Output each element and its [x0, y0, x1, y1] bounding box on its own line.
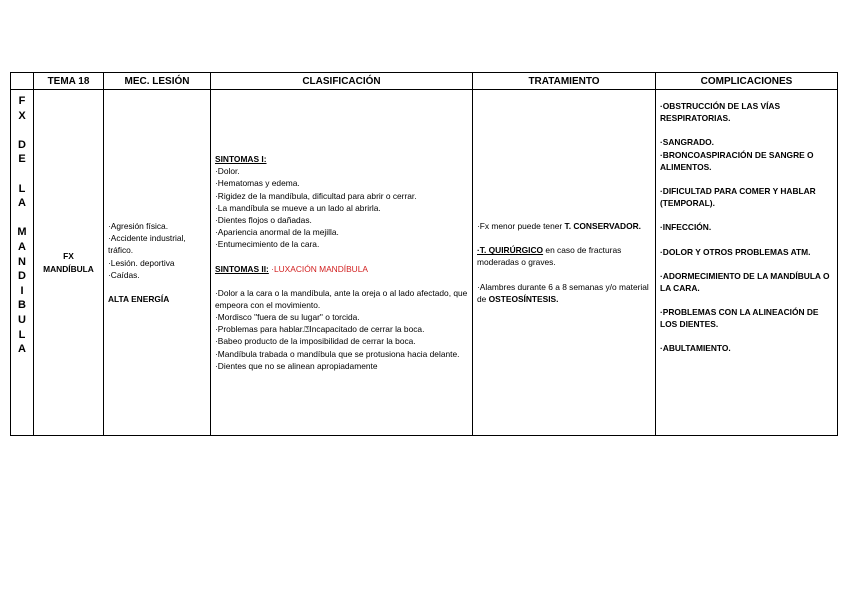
side-title-letter: B	[18, 299, 26, 312]
complication-item: ·DOLOR Y OTROS PROBLEMAS ATM.	[660, 246, 811, 257]
side-title-letters	[11, 94, 33, 357]
symptom-item: ·Mandíbula trabada o mandíbula que se protusiona hacia delante.	[215, 348, 460, 359]
side-title-letter: N	[18, 255, 26, 268]
symptoms-2-title: SINTOMAS II:	[215, 263, 269, 274]
symptom-item: ·Entumecimiento de la cara.	[215, 239, 320, 250]
complication-item: ·SANGRADO.	[660, 137, 714, 148]
mechanism-item: ·Lesión. deportiva	[108, 257, 175, 268]
treatment-surgical: ·T. QUIRÚRGICO en caso de fracturas moderadas o graves.	[477, 245, 622, 268]
mechanism-item: ·Accidente industrial, tráfico.	[108, 233, 186, 256]
complication-item: ·PROBLEMAS CON LA ALINEACIÓN DE LOS DIENTES.	[660, 307, 819, 330]
complications-cell	[656, 90, 838, 436]
content-row	[11, 90, 838, 436]
side-title-letter	[11, 167, 33, 182]
side-title-letter: E	[18, 153, 26, 166]
header-topic: TEMA 18	[34, 73, 104, 90]
mechanism-cell	[104, 90, 211, 436]
complication-item: ·DIFICULTAD PARA COMER Y HABLAR (TEMPORAL).	[660, 185, 816, 209]
header-blank	[11, 73, 34, 90]
symptom-item: ·Dientes que no se alinean apropiadamente	[215, 360, 378, 371]
header-row	[11, 73, 838, 90]
side-title	[11, 90, 34, 436]
classification-cell	[211, 90, 473, 436]
luxation-label: ·LUXACIÓN MANDÍBULA	[271, 263, 368, 274]
complication-item: ·ADORMECIMIENTO DE LA MANDÍBULA O LA CARA.	[660, 270, 830, 293]
summary-table	[10, 72, 838, 436]
topic-line-2: MANDÍBULA	[43, 263, 94, 274]
complication-item: ·INFECCIÓN.	[660, 222, 712, 233]
topic-cell	[34, 90, 104, 436]
mechanism-item: ·Caídas.	[108, 269, 140, 280]
symptom-item: ·Dolor.	[215, 166, 240, 177]
side-title-letter: A	[18, 240, 26, 253]
symptom-item: ·Problemas para hablar.⍰Incapacitado de cerrar la boca.	[215, 324, 425, 335]
symptom-item: ·La mandíbula se mueve a un lado al abrirla.	[215, 202, 381, 213]
side-title-letter: A	[18, 343, 26, 356]
header-classification: CLASIFICACIÓN	[211, 73, 473, 90]
mechanism-item: ·Agresión física.	[108, 220, 169, 231]
symptom-item: ·Dientes flojos o dañadas.	[215, 214, 312, 225]
side-title-letter: D	[18, 138, 26, 151]
side-title-letter: I	[20, 284, 24, 297]
symptom-item: ·Mordisco "fuera de su lugar" o torcida.	[215, 312, 360, 323]
side-title-letter: L	[18, 328, 26, 341]
energy-label: ALTA ENERGÍA	[108, 293, 170, 304]
side-title-letter: M	[17, 226, 27, 239]
header-treatment: TRATAMIENTO	[473, 73, 656, 90]
treatment-osteosynthesis: ·Alambres durante 6 a 8 semanas y/o material de OSTEOSÍNTESIS.	[477, 281, 649, 304]
symptom-item: ·Hematomas y edema.	[215, 178, 300, 189]
side-title-letter	[11, 211, 33, 226]
complication-item: ·OBSTRUCCIÓN DE LAS VÍAS RESPIRATORIAS.	[660, 101, 781, 124]
side-title-letter: A	[18, 197, 26, 210]
header-mechanism: MEC. LESIÓN	[104, 73, 211, 90]
side-title-letter: U	[18, 313, 26, 326]
symptom-item: ·Apariencia anormal de la mejilla.	[215, 227, 339, 238]
side-title-letter: F	[18, 95, 26, 107]
symptom-item: ·Babeo producto de la imposibilidad de cerrar la boca.	[215, 336, 416, 347]
symptoms-1-title: SINTOMAS I:	[215, 154, 267, 164]
side-title-letter: D	[18, 270, 26, 283]
complication-item: ·BRONCOASPIRACIÓN DE SANGRE O ALIMENTOS.	[660, 149, 814, 172]
symptom-item: ·Rigidez de la mandíbula, dificultad para abrir o cerrar.	[215, 190, 417, 201]
header-complications: COMPLICACIONES	[656, 73, 838, 90]
side-title-letter: X	[18, 109, 26, 122]
treatment-conservative: ·Fx menor puede tener T. CONSERVADOR.	[477, 221, 641, 232]
side-title-letter	[11, 123, 33, 138]
topic-line-1: FX	[63, 251, 74, 262]
treatment-cell	[473, 90, 656, 436]
symptom-item: ·Dolor a la cara o la mandíbula, ante la oreja o al lado afectado, que empeora con el movimiento.	[215, 287, 468, 310]
complication-item: ·ABULTAMIENTO.	[660, 343, 731, 354]
side-title-letter: L	[18, 182, 26, 195]
